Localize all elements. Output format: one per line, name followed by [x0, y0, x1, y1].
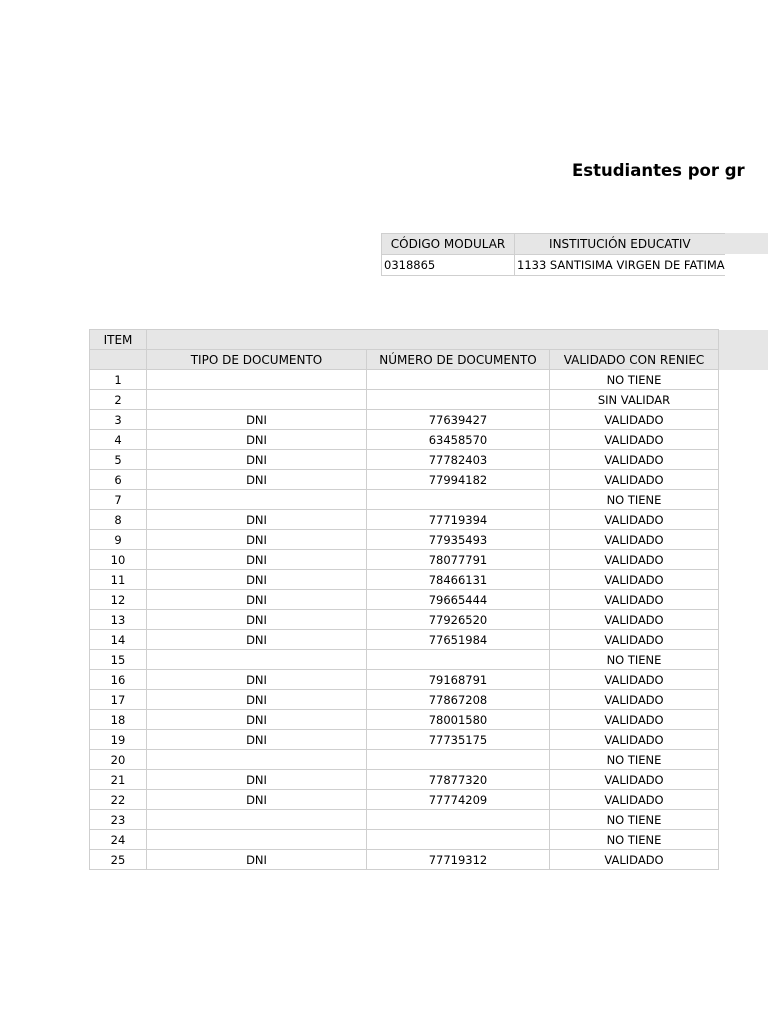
validado-reniec-cell: VALIDADO — [550, 570, 719, 590]
validado-reniec-cell: VALIDADO — [550, 550, 719, 570]
tipo-documento-cell — [147, 830, 367, 850]
validado-reniec-cell: VALIDADO — [550, 630, 719, 650]
tipo-documento-cell: DNI — [147, 410, 367, 430]
item-cell: 13 — [90, 610, 147, 630]
students-header-row-2 — [90, 350, 719, 370]
validado-reniec-cell: NO TIENE — [550, 650, 719, 670]
item-header-blank — [90, 350, 147, 370]
table-row — [90, 610, 719, 630]
validado-reniec-cell: VALIDADO — [550, 770, 719, 790]
tipo-documento-cell — [147, 370, 367, 390]
table-row — [90, 530, 719, 550]
numero-documento-cell: 77719394 — [367, 510, 550, 530]
page-title: Estudiantes por gr — [572, 161, 745, 180]
institucion-header: INSTITUCIÓN EDUCATIV — [515, 234, 725, 255]
tipo-documento-cell: DNI — [147, 670, 367, 690]
tipo-documento-cell: DNI — [147, 850, 367, 870]
table-row — [90, 810, 719, 830]
validado-reniec-cell: VALIDADO — [550, 470, 719, 490]
item-cell: 6 — [90, 470, 147, 490]
numero-documento-cell: 77639427 — [367, 410, 550, 430]
tipo-documento-cell — [147, 650, 367, 670]
item-cell: 10 — [90, 550, 147, 570]
tipo-documento-cell: DNI — [147, 790, 367, 810]
validado-reniec-cell: SIN VALIDAR — [550, 390, 719, 410]
validado-reniec-cell: VALIDADO — [550, 590, 719, 610]
item-cell: 18 — [90, 710, 147, 730]
table-row — [90, 390, 719, 410]
institucion-value: 1133 SANTISIMA VIRGEN DE FATIMA — [515, 255, 725, 276]
tipo-documento-cell — [147, 750, 367, 770]
item-cell: 3 — [90, 410, 147, 430]
item-cell: 4 — [90, 430, 147, 450]
table-row — [90, 430, 719, 450]
numero-documento-cell: 77782403 — [367, 450, 550, 470]
tipo-documento-cell: DNI — [147, 570, 367, 590]
item-cell: 9 — [90, 530, 147, 550]
item-cell: 5 — [90, 450, 147, 470]
validado-reniec-cell: NO TIENE — [550, 750, 719, 770]
tipo-documento-cell: DNI — [147, 630, 367, 650]
table-row — [90, 730, 719, 750]
school-info-table — [381, 233, 725, 276]
item-cell: 8 — [90, 510, 147, 530]
tipo-documento-cell — [147, 390, 367, 410]
students-table — [89, 329, 719, 870]
tipo-documento-cell: DNI — [147, 550, 367, 570]
tipo-documento-cell: DNI — [147, 450, 367, 470]
numero-documento-cell — [367, 370, 550, 390]
validado-reniec-cell: NO TIENE — [550, 830, 719, 850]
validado-reniec-cell: VALIDADO — [550, 510, 719, 530]
validado-reniec-cell: VALIDADO — [550, 610, 719, 630]
table-row — [90, 370, 719, 390]
numero-documento-cell — [367, 830, 550, 850]
item-cell: 20 — [90, 750, 147, 770]
validado-reniec-cell: NO TIENE — [550, 810, 719, 830]
validado-reniec-cell: VALIDADO — [550, 450, 719, 470]
numero-documento-cell: 78001580 — [367, 710, 550, 730]
validado-reniec-cell: VALIDADO — [550, 430, 719, 450]
numero-documento-cell: 77719312 — [367, 850, 550, 870]
item-cell: 11 — [90, 570, 147, 590]
item-cell: 7 — [90, 490, 147, 510]
item-cell: 19 — [90, 730, 147, 750]
validado-reniec-cell: VALIDADO — [550, 690, 719, 710]
table-row — [90, 630, 719, 650]
item-cell: 17 — [90, 690, 147, 710]
tipo-documento-cell: DNI — [147, 610, 367, 630]
header-overflow-fill — [718, 233, 768, 254]
table-row — [90, 670, 719, 690]
table-row — [90, 450, 719, 470]
tipo-documento-cell — [147, 490, 367, 510]
item-cell: 24 — [90, 830, 147, 850]
numero-documento-header: NÚMERO DE DOCUMENTO — [367, 350, 550, 370]
item-cell: 15 — [90, 650, 147, 670]
numero-documento-cell: 77926520 — [367, 610, 550, 630]
item-cell: 22 — [90, 790, 147, 810]
table-row — [90, 710, 719, 730]
numero-documento-cell: 77774209 — [367, 790, 550, 810]
validado-reniec-cell: VALIDADO — [550, 850, 719, 870]
validado-reniec-cell: VALIDADO — [550, 670, 719, 690]
table-row — [90, 830, 719, 850]
validado-reniec-cell: VALIDADO — [550, 790, 719, 810]
numero-documento-cell: 63458570 — [367, 430, 550, 450]
numero-documento-cell: 77877320 — [367, 770, 550, 790]
table-row — [90, 470, 719, 490]
header-blank-cell — [147, 330, 719, 350]
students-header-row-1 — [90, 330, 719, 350]
item-cell: 23 — [90, 810, 147, 830]
item-cell: 21 — [90, 770, 147, 790]
numero-documento-cell: 79665444 — [367, 590, 550, 610]
numero-documento-cell: 78466131 — [367, 570, 550, 590]
numero-documento-cell — [367, 750, 550, 770]
tipo-documento-cell: DNI — [147, 770, 367, 790]
codigo-modular-value: 0318865 — [382, 255, 515, 276]
item-cell: 25 — [90, 850, 147, 870]
table-row — [90, 550, 719, 570]
table-row — [90, 690, 719, 710]
numero-documento-cell: 77867208 — [367, 690, 550, 710]
numero-documento-cell: 78077791 — [367, 550, 550, 570]
numero-documento-cell: 77735175 — [367, 730, 550, 750]
table-row — [90, 850, 719, 870]
item-header: ITEM — [90, 330, 147, 350]
validado-reniec-cell: NO TIENE — [550, 490, 719, 510]
tipo-documento-cell: DNI — [147, 590, 367, 610]
tipo-documento-cell: DNI — [147, 530, 367, 550]
table-row — [90, 410, 719, 430]
validado-reniec-cell: VALIDADO — [550, 730, 719, 750]
header-overflow-fill — [718, 330, 768, 370]
table-row — [90, 750, 719, 770]
table-row — [90, 570, 719, 590]
table-row — [90, 590, 719, 610]
tipo-documento-cell: DNI — [147, 730, 367, 750]
item-cell: 16 — [90, 670, 147, 690]
codigo-modular-header: CÓDIGO MODULAR — [382, 234, 515, 255]
tipo-documento-header: TIPO DE DOCUMENTO — [147, 350, 367, 370]
validado-reniec-header: VALIDADO CON RENIEC — [550, 350, 719, 370]
validado-reniec-cell: VALIDADO — [550, 530, 719, 550]
numero-documento-cell: 79168791 — [367, 670, 550, 690]
numero-documento-cell — [367, 650, 550, 670]
tipo-documento-cell: DNI — [147, 710, 367, 730]
item-cell: 14 — [90, 630, 147, 650]
validado-reniec-cell: NO TIENE — [550, 370, 719, 390]
numero-documento-cell — [367, 490, 550, 510]
school-info-row — [382, 255, 725, 276]
table-row — [90, 790, 719, 810]
table-row — [90, 510, 719, 530]
numero-documento-cell: 77994182 — [367, 470, 550, 490]
numero-documento-cell — [367, 390, 550, 410]
tipo-documento-cell: DNI — [147, 470, 367, 490]
item-cell: 12 — [90, 590, 147, 610]
students-table-body — [90, 370, 719, 870]
tipo-documento-cell: DNI — [147, 690, 367, 710]
item-cell: 1 — [90, 370, 147, 390]
validado-reniec-cell: VALIDADO — [550, 710, 719, 730]
tipo-documento-cell: DNI — [147, 430, 367, 450]
tipo-documento-cell: DNI — [147, 510, 367, 530]
validado-reniec-cell: VALIDADO — [550, 410, 719, 430]
item-cell: 2 — [90, 390, 147, 410]
table-row — [90, 490, 719, 510]
numero-documento-cell: 77651984 — [367, 630, 550, 650]
school-info-header-row — [382, 234, 725, 255]
numero-documento-cell — [367, 810, 550, 830]
tipo-documento-cell — [147, 810, 367, 830]
table-row — [90, 770, 719, 790]
table-row — [90, 650, 719, 670]
numero-documento-cell: 77935493 — [367, 530, 550, 550]
